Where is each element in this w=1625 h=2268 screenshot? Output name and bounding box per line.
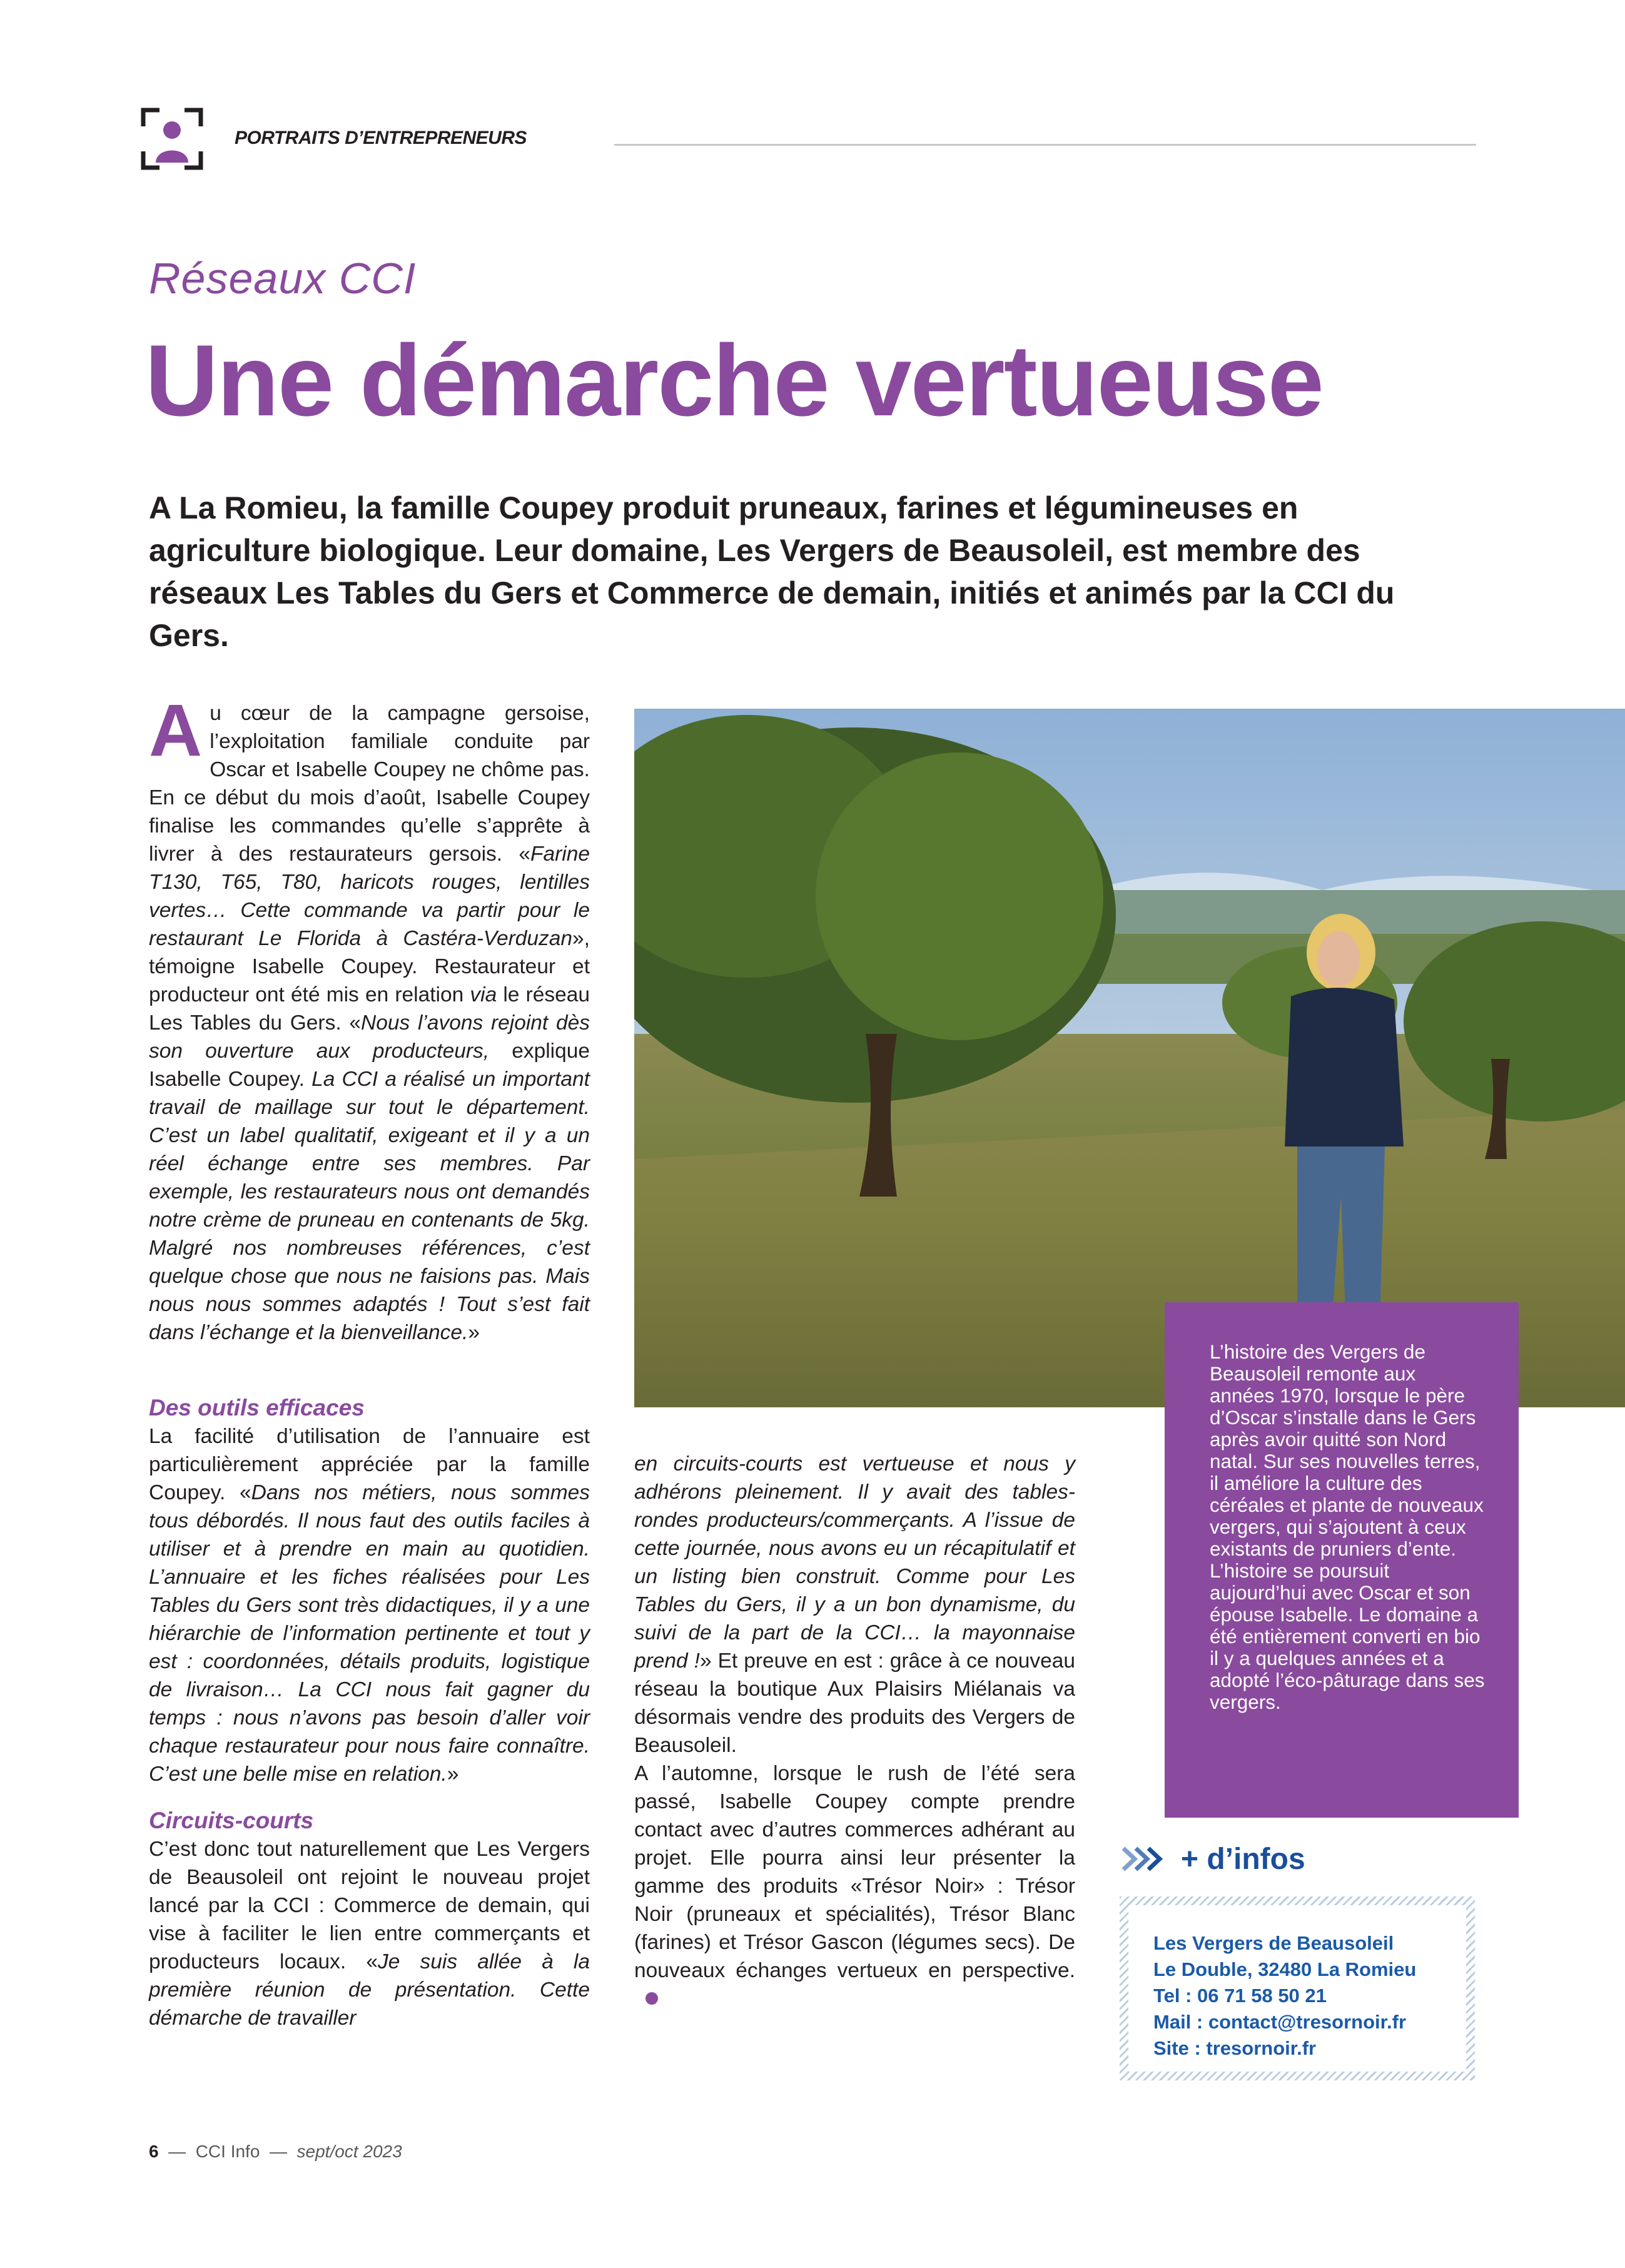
intro-quote-1: Farine T130, T65, T80, haricots rouges, lentilles vertes… Cette commande va partir pour le restaurant Le Florida à Castéra-Verduzan: [149, 843, 590, 950]
issue-date: sept/oct 2023: [296, 2142, 402, 2161]
article-kicker: Réseaux CCI: [149, 254, 417, 303]
more-info-heading: [1120, 1839, 1305, 1879]
contact-address: Le Double, 32480 La Romieu: [1153, 1958, 1417, 1980]
intro-text-5: »: [468, 1321, 480, 1344]
section2-text-3: A l’automne, lorsque le rush de l’été sera passé, Isabelle Coupey compte prendre contact avec d’autres commerces adhérant au projet. Elle pourra ainsi leur présenter la gamme des produits «Trésor Noir» : Trésor Noir (pruneaux et spécialités), Trésor Blanc (farines) et Trésor Gascon (légumes secs). De nouveaux échanges vertueux en perspective.: [634, 1762, 1075, 1982]
end-of-article-mark: [645, 1992, 658, 2005]
section2-text-1: C’est donc tout naturellement que Les Vergers de Beausoleil ont rejoint le nouveau projet lancé par la CCI : Commerce de demain, qui vise à faciliter le lien entre commerçants et producteurs locaux. «: [149, 1838, 590, 1973]
article-headline: Une démarche vertueuse: [145, 324, 1323, 437]
intro-via: via: [470, 983, 497, 1006]
section2-quote-1: Je suis allée à la première réunion de présentation. Cette démarche de travailler: [149, 1950, 590, 2030]
page-number: 6: [149, 2142, 159, 2161]
publication-name: CCI Info: [195, 2142, 260, 2161]
double-chevron-right-icon: [1120, 1843, 1170, 1875]
intro-text-1: u cœur de la campagne gersoise, l’exploitation familiale conduite par Oscar et Isabelle Coupey ne chôme pas. En ce début du mois d’août, Isabelle Coupey finalise les commandes qu’elle s’apprête à livrer à des restaurateurs gersois. «: [149, 702, 590, 866]
intro-text-2: », témoigne Isabelle Coupey. Restaurateur et producteur ont été mis en relation: [149, 927, 590, 1006]
contact-phone: Tel : 06 71 58 50 21: [1153, 1985, 1327, 2007]
footer-separator: —: [269, 2142, 287, 2161]
section-title-circuits: Circuits-courts: [149, 1808, 314, 1833]
intro-quote-2: Nous l’avons rejoint dès son ouverture aux producteurs,: [149, 1011, 590, 1063]
section1-text-2: »: [447, 1763, 459, 1786]
contact-box-inner: [1128, 1905, 1466, 2072]
section1-quote: Dans nos métiers, nous sommes tous débordés. Il nous faut des outils faciles à utiliser et à prendre en main au quotidien. L’annuaire et les fiches réalisées pour Les Tables du Gers sont très didactiques, il y a une hiérarchie de l’information pertinente et tout y est : coordonnées, détails produits, logistique de livraison… La CCI nous fait gagner du temps : nous n’avons pas besoin d’aller voir chaque restaurateur pour nous faire connaître. C’est une belle mise en relation.: [149, 1481, 590, 1786]
header-divider: [614, 144, 1476, 146]
footer-separator: —: [168, 2142, 186, 2161]
history-sidebar-text: L’histoire des Vergers de Beausoleil remonte aux années 1970, lorsque le père d’Oscar s’installe dans le Gers après avoir quitté son Nord natal. Sur ses nouvelles terres, il améliore la culture des céréales et plante de nouveaux vergers, qui s’ajoutent à ceux existants de pruniers d’ente. L’histoire se poursuit aujourd’hui avec Oscar et son épouse Isabelle. Le domaine a été entièrement converti en bio il y a quelques années et a adopté l’éco-pâturage dans ses vergers.: [1210, 1340, 1485, 1713]
section2-text-2: » Et preuve en est : grâce à ce nouveau réseau la boutique Aux Plaisirs Miélanais va désormais vendre des produits des Vergers de Beausoleil.: [634, 1649, 1076, 1757]
contact-website-link[interactable]: Site : tresornoir.fr: [1153, 2037, 1317, 2059]
entrepreneur-portrait-icon: [141, 108, 203, 170]
section2-quote-2: en circuits-courts est vertueuse et nous y adhérons pleinement. Il y avait des tables-rondes producteurs/commerçants. A l’issue de cette journée, nous avons eu un récapitulatif et un listing bien construit. Comme pour Les Tables du Gers, il y a un bon dynamisme, du suivi de la part de la CCI… la mayonnaise prend !: [634, 1452, 1075, 1673]
article-continued: [634, 1450, 1075, 2013]
history-sidebar: [1165, 1302, 1519, 1818]
section-title-outils: Des outils efficaces: [149, 1395, 365, 1420]
more-info-label: + d’infos: [1181, 1842, 1305, 1876]
intro-text-4: explique Isabelle Coupey.: [149, 1040, 590, 1091]
article-intro: [149, 689, 590, 1347]
contact-email-link[interactable]: Mail : contact@tresornoir.fr: [1153, 2011, 1407, 2033]
section1-text-1: La facilité d’utilisation de l’annuaire est particulièrement appréciée par la famille Coupey. «: [149, 1425, 590, 1504]
contact-box: [1120, 1896, 1475, 2080]
drop-cap: A: [149, 689, 203, 772]
intro-text-3: le réseau Les Tables du Gers. «: [149, 983, 590, 1035]
article-standfirst: A La Romieu, la famille Coupey produit pruneaux, farines et légumineuses en agriculture biologique. Leur domaine, Les Vergers de Beausoleil, est membre des réseaux Les Tables du Gers et Commerce de demain, initiés et animés par la CCI du Gers.: [149, 490, 1395, 653]
contact-company: Les Vergers de Beausoleil: [1153, 1932, 1394, 1954]
section-label: PORTRAITS D’ENTREPRENEURS: [235, 128, 527, 148]
article-sections: [149, 1393, 590, 2032]
page-footer: [149, 2142, 402, 2162]
intro-quote-3: La CCI a réalisé un important travail de maillage sur tout le département. C’est un label qualitatif, exigeant et il y a un réel échange entre ses membres. Par exemple, les restaurateurs nous ont demandés notre crème de pruneau en contenants de 5kg. Malgré nos nombreuses références, c’est quelque chose que nous ne faisions pas. Mais nous nous sommes adaptés ! Tout s’est fait dans l’échange et la bienveillance.: [149, 1068, 590, 1344]
